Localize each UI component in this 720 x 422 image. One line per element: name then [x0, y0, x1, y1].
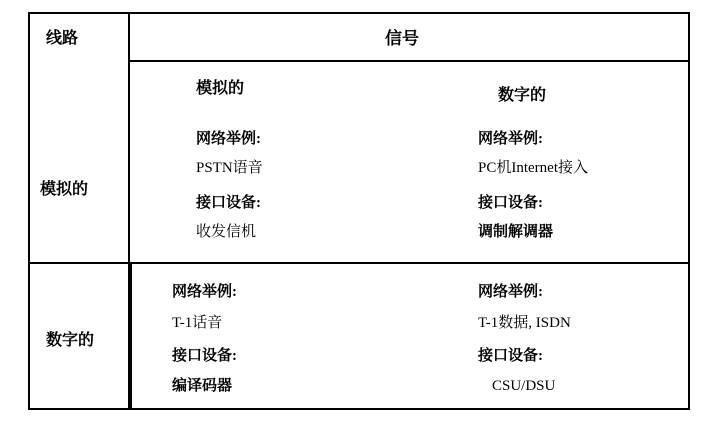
row-label-analog: 模拟的 [40, 181, 89, 198]
signal-header: 信号 [385, 29, 419, 48]
signal-header-divider [128, 60, 690, 62]
column-header-analog: 模拟的 [196, 80, 245, 97]
row-label-digital: 数字的 [46, 332, 95, 349]
cell-digital-analog-network-value: T-1话音 [172, 315, 223, 331]
cell-digital-digital-interface-label: 接口设备: [478, 348, 543, 364]
cell-analog-analog-interface-label: 接口设备: [196, 195, 261, 211]
cell-analog-analog-network-label: 网络举例: [196, 131, 261, 147]
cell-digital-digital-network-label: 网络举例: [478, 284, 543, 300]
cell-digital-analog-interface-label: 接口设备: [172, 348, 237, 364]
cell-analog-analog-interface-value: 收发信机 [196, 224, 257, 240]
cell-analog-digital-interface-label: 接口设备: [478, 195, 543, 211]
cell-analog-digital-network-value: PC机Internet接入 [478, 160, 588, 176]
cell-digital-digital-interface-value: CSU/DSU [492, 378, 556, 394]
cell-analog-digital-network-label: 网络举例: [478, 131, 543, 147]
cell-analog-analog-network-value: PSTN语音 [196, 160, 263, 176]
cell-analog-digital-interface-value: 调制解调器 [478, 224, 554, 240]
cell-digital-analog-network-label: 网络举例: [172, 284, 237, 300]
cell-digital-digital-network-value: T-1数据, ISDN [478, 315, 571, 331]
corner-label-line: 线路 [46, 30, 79, 47]
column-header-digital: 数字的 [498, 87, 547, 104]
cell-digital-analog-interface-value: 编译码器 [172, 378, 233, 394]
